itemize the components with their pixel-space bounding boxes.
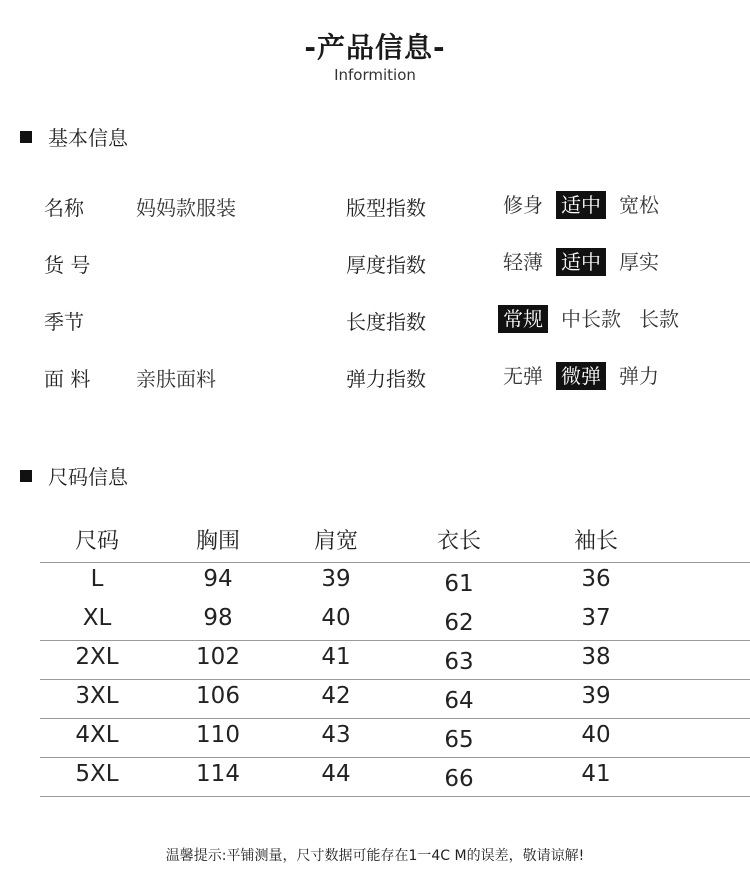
measure-cell: 42 <box>321 683 351 709</box>
measure-cell: 106 <box>196 683 240 709</box>
footer-note: 温馨提示:平铺测量，尺寸数据可能存在1一4C M的误差，敬请谅解! <box>165 848 585 864</box>
column-header: 肩宽 <box>313 529 358 554</box>
fit-index-label: 版型指数 <box>346 196 426 220</box>
name-value: 妈妈款服装 <box>136 196 236 220</box>
measure-cell: 39 <box>581 683 611 709</box>
size-cell: 2XL <box>75 644 119 670</box>
measure-cell: 39 <box>321 566 351 592</box>
size-info-heading <box>20 461 128 490</box>
length-index-label: 长度指数 <box>346 310 426 334</box>
option: 轻薄 <box>503 250 543 274</box>
column-header: 衣长 <box>436 529 481 554</box>
measure-cell: 114 <box>196 761 240 787</box>
option: 宽松 <box>619 193 659 217</box>
selected-option: 适中 <box>556 191 606 219</box>
basic-info-heading <box>20 122 128 151</box>
column-header: 尺码 <box>74 529 119 554</box>
measure-cell: 65 <box>444 727 474 753</box>
size-cell: XL <box>82 605 112 631</box>
measure-cell: 36 <box>581 566 611 592</box>
table-divider <box>40 679 750 680</box>
elasticity-index-options <box>498 362 672 390</box>
square-bullet-icon <box>20 131 32 143</box>
thickness-index-label: 厚度指数 <box>346 253 426 277</box>
season-label: 季节 <box>44 310 84 334</box>
selected-option: 微弹 <box>556 362 606 390</box>
elasticity-index-label: 弹力指数 <box>346 367 426 391</box>
table-divider <box>40 757 750 758</box>
fabric-label: 面 料 <box>44 367 91 391</box>
size-cell: 5XL <box>75 761 119 787</box>
option: 无弹 <box>503 364 543 388</box>
option: 弹力 <box>619 364 659 388</box>
size-cell: L <box>90 566 104 592</box>
table-divider <box>40 796 750 797</box>
size-cell: 4XL <box>75 722 119 748</box>
measure-cell: 94 <box>203 566 233 592</box>
measure-cell: 110 <box>196 722 240 748</box>
measure-cell: 66 <box>444 766 474 792</box>
table-divider <box>40 640 750 641</box>
size-info-heading-text: 尺码信息 <box>48 465 128 489</box>
measure-cell: 62 <box>444 610 474 636</box>
measure-cell: 40 <box>321 605 351 631</box>
measure-cell: 64 <box>444 688 474 714</box>
size-cell: 3XL <box>75 683 119 709</box>
name-label: 名称 <box>44 196 84 220</box>
option: 长款 <box>639 307 679 331</box>
table-divider <box>40 718 750 719</box>
measure-cell: 102 <box>196 644 240 670</box>
table-divider <box>40 562 750 563</box>
selected-option: 常规 <box>498 305 548 333</box>
basic-info-heading-text: 基本信息 <box>48 126 128 150</box>
measure-cell: 44 <box>321 761 351 787</box>
thickness-index-options <box>498 248 672 276</box>
measure-cell: 41 <box>321 644 351 670</box>
item-no-label: 货 号 <box>44 253 91 277</box>
option: 中长款 <box>561 307 621 331</box>
fabric-value: 亲肤面料 <box>136 367 216 391</box>
column-header: 袖长 <box>573 529 618 554</box>
square-bullet-icon <box>20 470 32 482</box>
measure-cell: 98 <box>203 605 233 631</box>
option: 修身 <box>503 193 543 217</box>
fit-index-options <box>498 191 672 219</box>
option: 厚实 <box>619 250 659 274</box>
measure-cell: 61 <box>444 571 474 597</box>
measure-cell: 41 <box>581 761 611 787</box>
column-header: 胸围 <box>195 529 240 554</box>
page-subtitle: Informition <box>334 66 416 84</box>
length-index-options <box>498 305 692 333</box>
page-title: -产品信息- <box>304 31 446 64</box>
measure-cell: 43 <box>321 722 351 748</box>
selected-option: 适中 <box>556 248 606 276</box>
measure-cell: 38 <box>581 644 611 670</box>
measure-cell: 40 <box>581 722 611 748</box>
measure-cell: 37 <box>581 605 611 631</box>
measure-cell: 63 <box>444 649 474 675</box>
